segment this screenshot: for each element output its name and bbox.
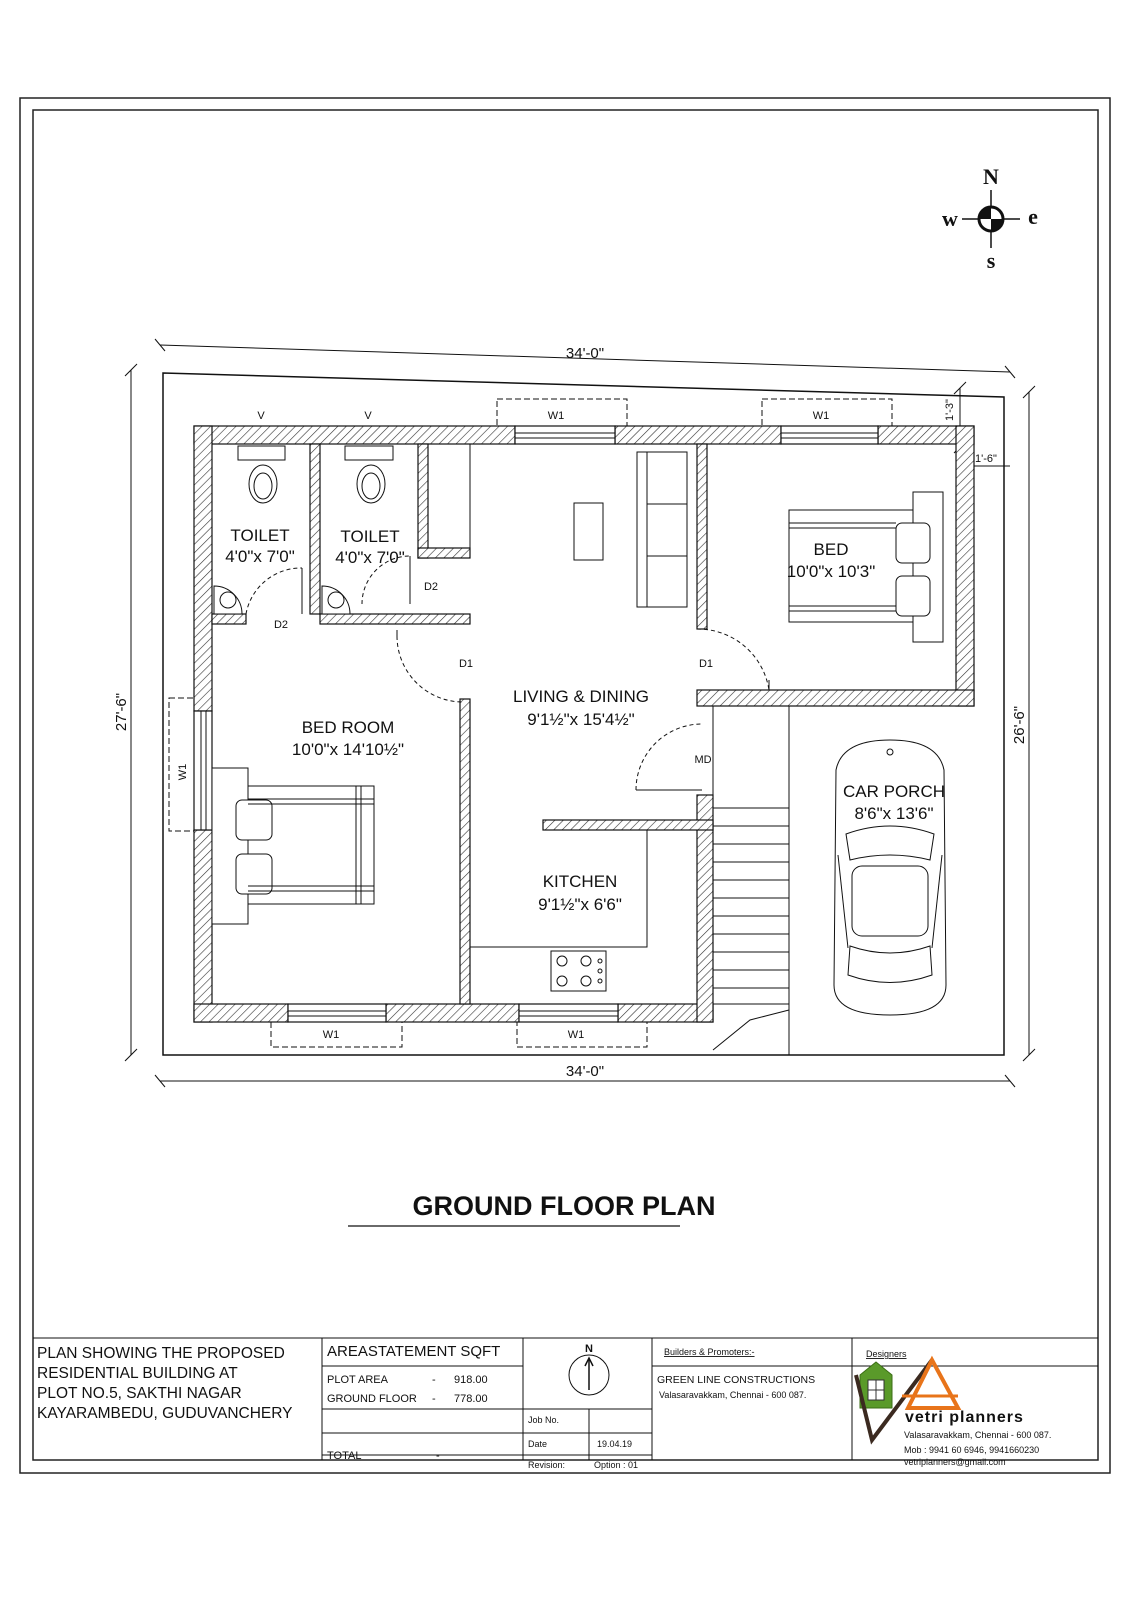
- designer-address: Valasaravakkam, Chennai - 600 087.: [904, 1430, 1052, 1440]
- label-md: MD: [694, 754, 712, 766]
- label-d2-a: D2: [273, 619, 289, 631]
- desc-line-2: RESIDENTIAL BUILDING AT: [37, 1365, 238, 1382]
- designer-email: vetriplanners@gmail.com: [904, 1457, 1006, 1467]
- ground-floor-value: 778.00: [454, 1393, 488, 1405]
- vetri-planners-logo: [856, 1360, 1024, 1440]
- bedroom-size: 10'0"x 14'10½": [291, 740, 405, 759]
- toilet2-name: TOILET: [340, 527, 400, 546]
- kitchen-size: 9'1½"x 6'6": [538, 895, 622, 914]
- dim-setback-top: 1'-3": [944, 399, 956, 421]
- revision-label: Revision:: [528, 1460, 566, 1470]
- label-v2: V: [364, 410, 372, 422]
- label-w1-top-right: W1: [812, 410, 830, 422]
- label-d1-b: D1: [698, 658, 714, 670]
- designer-mobile: Mob : 9941 60 6946, 9941660230: [904, 1445, 1040, 1455]
- dim-right: 26'-6": [1011, 705, 1028, 745]
- compass-w: w: [942, 206, 958, 231]
- label-d1-a: D1: [458, 658, 474, 670]
- dim-bottom: 34'-0": [565, 1063, 605, 1080]
- bed-size: 10'0"x 10'3": [786, 562, 876, 581]
- toilet1-name: TOILET: [230, 526, 290, 545]
- label-d2-b: D2: [423, 581, 439, 593]
- compass-s: s: [986, 248, 996, 273]
- revision-value: Option : 01: [594, 1460, 639, 1470]
- desc-line-3: PLOT NO.5, SAKTHI NAGAR: [37, 1385, 242, 1402]
- dim-left: 27'-6": [113, 692, 130, 732]
- north-label: N: [585, 1343, 593, 1355]
- compass-e: e: [1028, 204, 1038, 229]
- outer-border: [20, 98, 1110, 1473]
- plot-area-dash: -: [432, 1374, 436, 1386]
- label-v1: V: [257, 410, 265, 422]
- builder-name: GREEN LINE CONSTRUCTIONS: [657, 1374, 816, 1386]
- designer-logo-text: vetri planners: [905, 1409, 1024, 1426]
- ground-floor-label: GROUND FLOOR: [327, 1393, 417, 1405]
- builders-heading: Builders & Promoters:-: [664, 1347, 755, 1357]
- label-w1-bottom-left: W1: [322, 1029, 340, 1041]
- living-size: 9'1½"x 15'4½": [527, 710, 635, 729]
- compass-n: N: [983, 164, 999, 189]
- designers-heading: Designers: [866, 1349, 907, 1359]
- job-no-label: Job No.: [528, 1415, 560, 1425]
- label-w1-top-mid: W1: [547, 410, 565, 422]
- label-w1-left: W1: [177, 763, 189, 781]
- area-heading: AREASTATEMENT SQFT: [327, 1343, 501, 1360]
- dim-setback-right: 1'-6": [975, 453, 997, 465]
- compass-rose: [942, 164, 1038, 273]
- plan-title: GROUND FLOOR PLAN: [412, 1191, 716, 1221]
- builder-address: Valasaravakkam, Chennai - 600 087.: [659, 1390, 807, 1400]
- living-name: LIVING & DINING: [512, 687, 650, 706]
- ground-floor-dash: -: [432, 1393, 436, 1405]
- desc-line-4: KAYARAMBEDU, GUDUVANCHERY: [37, 1405, 293, 1422]
- bed-name: BED: [813, 540, 849, 559]
- toilet1-size: 4'0"x 7'0": [225, 547, 295, 566]
- plot-area-value: 918.00: [454, 1374, 488, 1386]
- date-label: Date: [528, 1439, 548, 1449]
- carporch-size: 8'6"x 13'6": [854, 804, 934, 823]
- kitchen-name: KITCHEN: [542, 872, 618, 891]
- total-dash: -: [436, 1450, 440, 1462]
- date-value: 19.04.19: [597, 1439, 633, 1449]
- plot-area-label: PLOT AREA: [327, 1374, 388, 1386]
- toilet2-size: 4'0"x 7'0": [335, 548, 405, 567]
- dim-top: 34'-0": [565, 345, 605, 362]
- total-label: TOTAL: [327, 1450, 362, 1462]
- label-w1-bottom-mid: W1: [567, 1029, 585, 1041]
- desc-line-1: PLAN SHOWING THE PROPOSED: [37, 1345, 285, 1362]
- carporch-name: CAR PORCH: [842, 782, 946, 801]
- bedroom-name: BED ROOM: [301, 718, 395, 737]
